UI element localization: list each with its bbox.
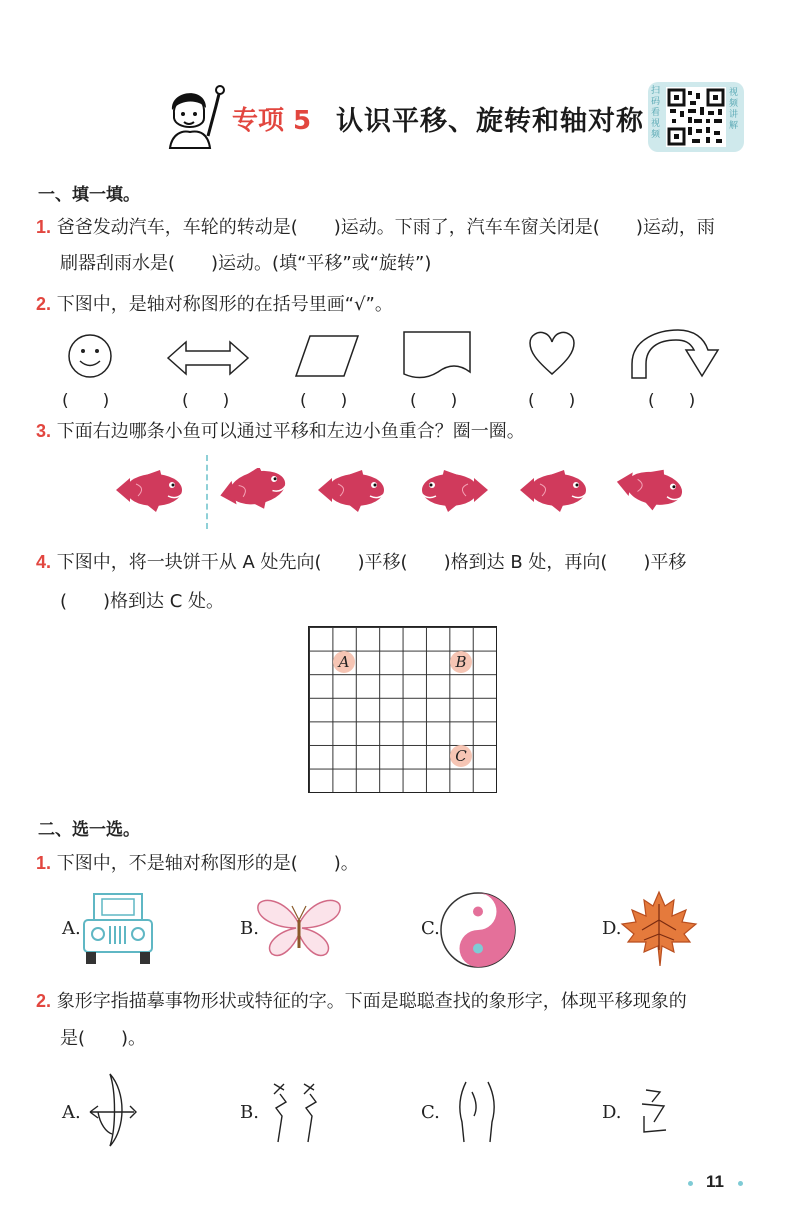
- question-number: 1.: [36, 217, 52, 237]
- option-b-label[interactable]: B.: [240, 918, 259, 939]
- qr-side-label-left: 扫码看视频: [651, 86, 661, 140]
- question-number: 1.: [36, 853, 52, 873]
- question-1-4: [36, 545, 686, 580]
- fish-icon-option[interactable]: [220, 468, 292, 512]
- fish-icon-option[interactable]: [520, 470, 592, 514]
- glyph-hand-icon: [632, 1086, 672, 1134]
- option-c-label[interactable]: C.: [421, 918, 440, 939]
- question-number: 2.: [36, 991, 52, 1011]
- smiley-face-icon: [66, 332, 114, 380]
- answer-bracket[interactable]: ( ): [648, 391, 696, 411]
- question-2-2-cont: 是( )。: [60, 1028, 147, 1049]
- section-2-title: 二、选一选。: [38, 820, 140, 840]
- jeep-icon: [80, 890, 156, 966]
- topic-number: 专项 5: [232, 106, 312, 136]
- fish-icon-option[interactable]: [616, 468, 688, 512]
- question-1-3: [36, 414, 525, 449]
- fish-divider: [206, 455, 208, 529]
- answer-bracket[interactable]: ( ): [410, 391, 458, 411]
- option-a-label[interactable]: A.: [62, 918, 81, 939]
- fish-icon-reference: [116, 470, 188, 514]
- grid-point-c: C: [450, 745, 472, 767]
- qr-side-label-right: 视频讲解: [729, 88, 739, 131]
- yin-yang-icon: [438, 890, 518, 970]
- answer-bracket[interactable]: ( ): [182, 391, 230, 411]
- glyph-two-people-icon: [264, 1080, 328, 1144]
- question-1-4-cont: ( )格到达 C 处。: [60, 591, 225, 612]
- maple-leaf-icon: [620, 890, 698, 968]
- option-d-label[interactable]: D.: [602, 1102, 622, 1123]
- section-1-title: 一、填一填。: [38, 185, 140, 205]
- option-a-label[interactable]: A.: [62, 1102, 81, 1123]
- qr-panel[interactable]: [648, 82, 744, 152]
- question-1-1: [36, 210, 715, 245]
- question-1-2: [36, 287, 393, 322]
- question-text: 象形字指描摹事物形状或特征的字。下面是聪聪查找的象形字，体现平移现象的: [56, 991, 687, 1012]
- grid-point-a: A: [333, 651, 355, 673]
- heart-icon: [528, 330, 576, 378]
- option-b-label[interactable]: B.: [240, 1102, 259, 1123]
- option-c-label[interactable]: C.: [421, 1102, 440, 1123]
- question-2-2: [36, 984, 687, 1019]
- butterfly-icon: [256, 896, 342, 960]
- question-text: 下图中，将一块饼干从 A 处先向( )平移( )格到达 B 处，再向( )平移: [56, 552, 687, 573]
- boy-mascot-icon: [160, 84, 226, 150]
- fish-icon-option[interactable]: [416, 470, 488, 514]
- grid-point-b: B: [450, 651, 472, 673]
- question-number: 3.: [36, 421, 52, 441]
- page-number: 11: [706, 1172, 724, 1191]
- move-grid: [308, 626, 497, 793]
- glyph-bow-icon: [86, 1072, 142, 1148]
- question-text: 下面右边哪条小鱼可以通过平移和左边小鱼重合？圈一圈。: [56, 421, 525, 442]
- fish-icon-option[interactable]: [318, 470, 390, 514]
- answer-bracket[interactable]: ( ): [528, 391, 576, 411]
- question-number: 4.: [36, 552, 52, 572]
- question-2-1: [36, 846, 359, 881]
- parallelogram-icon: [294, 334, 360, 378]
- curved-arrow-icon: [630, 328, 722, 380]
- answer-bracket[interactable]: ( ): [62, 391, 110, 411]
- question-text: 爸爸发动汽车，车轮的转动是( )运动。下雨了，汽车车窗关闭是( )运动，雨: [56, 217, 715, 238]
- glyph-figure-icon: [452, 1078, 502, 1144]
- answer-bracket[interactable]: ( ): [300, 391, 348, 411]
- double-arrow-icon: [166, 340, 250, 376]
- question-text: 下图中，是轴对称图形的在括号里画“√”。: [56, 294, 393, 315]
- question-1-1-cont: 刷器刮雨水是( )运动。(填“平移”或“旋转”): [60, 253, 432, 274]
- qr-code-icon: [666, 87, 726, 147]
- option-d-label[interactable]: D.: [602, 918, 622, 939]
- page-title: 认识平移、旋转和轴对称: [336, 106, 644, 137]
- wavy-rectangle-icon: [402, 330, 472, 380]
- question-text: 下图中，不是轴对称图形的是( )。: [56, 853, 359, 874]
- question-number: 2.: [36, 294, 52, 314]
